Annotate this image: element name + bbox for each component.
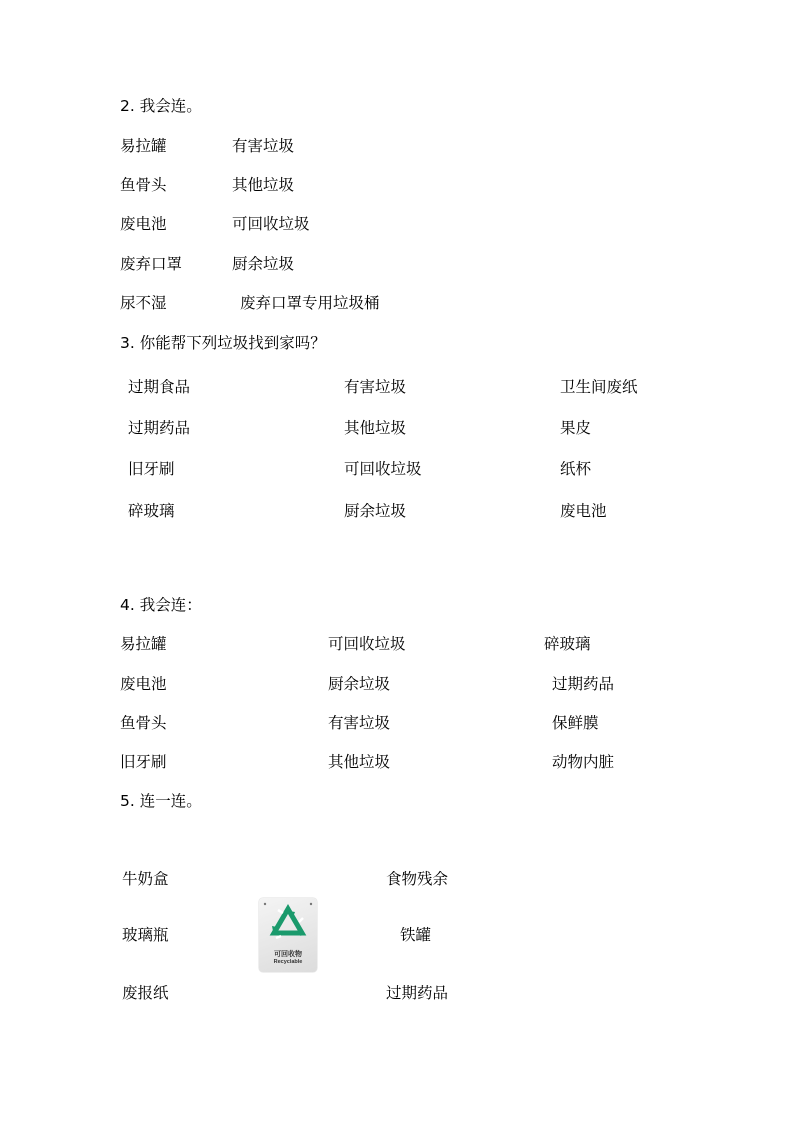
q3-col2-item: 可回收垃圾 [344,460,422,478]
q3-col1-item: 碎玻璃 [128,502,175,520]
q5-left-item: 牛奶盒 [122,870,169,888]
q3-col2-item: 厨余垃圾 [344,502,407,520]
recyclable-sign [259,898,317,972]
q3-col2-item: 其他垃圾 [344,419,407,437]
q2-right-item: 废弃口罩专用垃圾桶 [240,294,380,312]
q2-left-item: 废电池 [120,215,167,233]
q3-col2-item: 有害垃圾 [344,378,407,396]
q2-right-item: 有害垃圾 [232,137,295,155]
q3-col1-item: 过期食品 [128,378,191,396]
q5-left-item: 废报纸 [122,984,169,1002]
q5-right-item: 过期药品 [386,984,449,1002]
q4-col2-item: 厨余垃圾 [328,675,391,693]
q4-col3-item: 动物内脏 [552,753,615,771]
q5-right-item: 食物残余 [386,870,449,888]
q4-col1-item: 旧牙刷 [120,753,167,771]
q4-col1-item: 废电池 [120,675,167,693]
q4-col1-item: 鱼骨头 [120,714,167,732]
q3-title: 3. 你能帮下列垃圾找到家吗？ [120,334,326,352]
sign-label-cn: 可回收物 [274,950,302,958]
q3-col3-item: 果皮 [560,419,592,437]
sign-label-en: Recyclable [273,959,303,965]
q3-col1-item: 过期药品 [128,419,191,437]
q4-title: 4. 我会连： [120,596,202,614]
q5-right-item: 铁罐 [400,926,432,944]
q5-title: 5. 连一连。 [120,792,202,810]
q4-col3-item: 碎玻璃 [544,635,591,653]
q4-col1-item: 易拉罐 [120,635,167,653]
q4-col2-item: 其他垃圾 [328,753,391,771]
q4-col3-item: 保鲜膜 [552,714,599,732]
q5-left-item: 玻璃瓶 [122,926,169,944]
q2-right-item: 其他垃圾 [232,176,295,194]
q2-right-item: 可回收垃圾 [232,215,310,233]
q3-col3-item: 废电池 [560,502,607,520]
q3-col3-item: 纸杯 [560,460,592,478]
q2-left-item: 废弃口罩 [120,255,183,273]
q3-col3-item: 卫生间废纸 [560,378,638,396]
q3-col1-item: 旧牙刷 [128,460,175,478]
q4-col2-item: 可回收垃圾 [328,635,406,653]
q2-left-item: 尿不湿 [120,294,167,312]
q2-left-item: 鱼骨头 [120,176,167,194]
q4-col2-item: 有害垃圾 [328,714,391,732]
q2-title: 2. 我会连。 [120,97,202,115]
q4-col3-item: 过期药品 [552,675,615,693]
q2-left-item: 易拉罐 [120,137,167,155]
q2-right-item: 厨余垃圾 [232,255,295,273]
